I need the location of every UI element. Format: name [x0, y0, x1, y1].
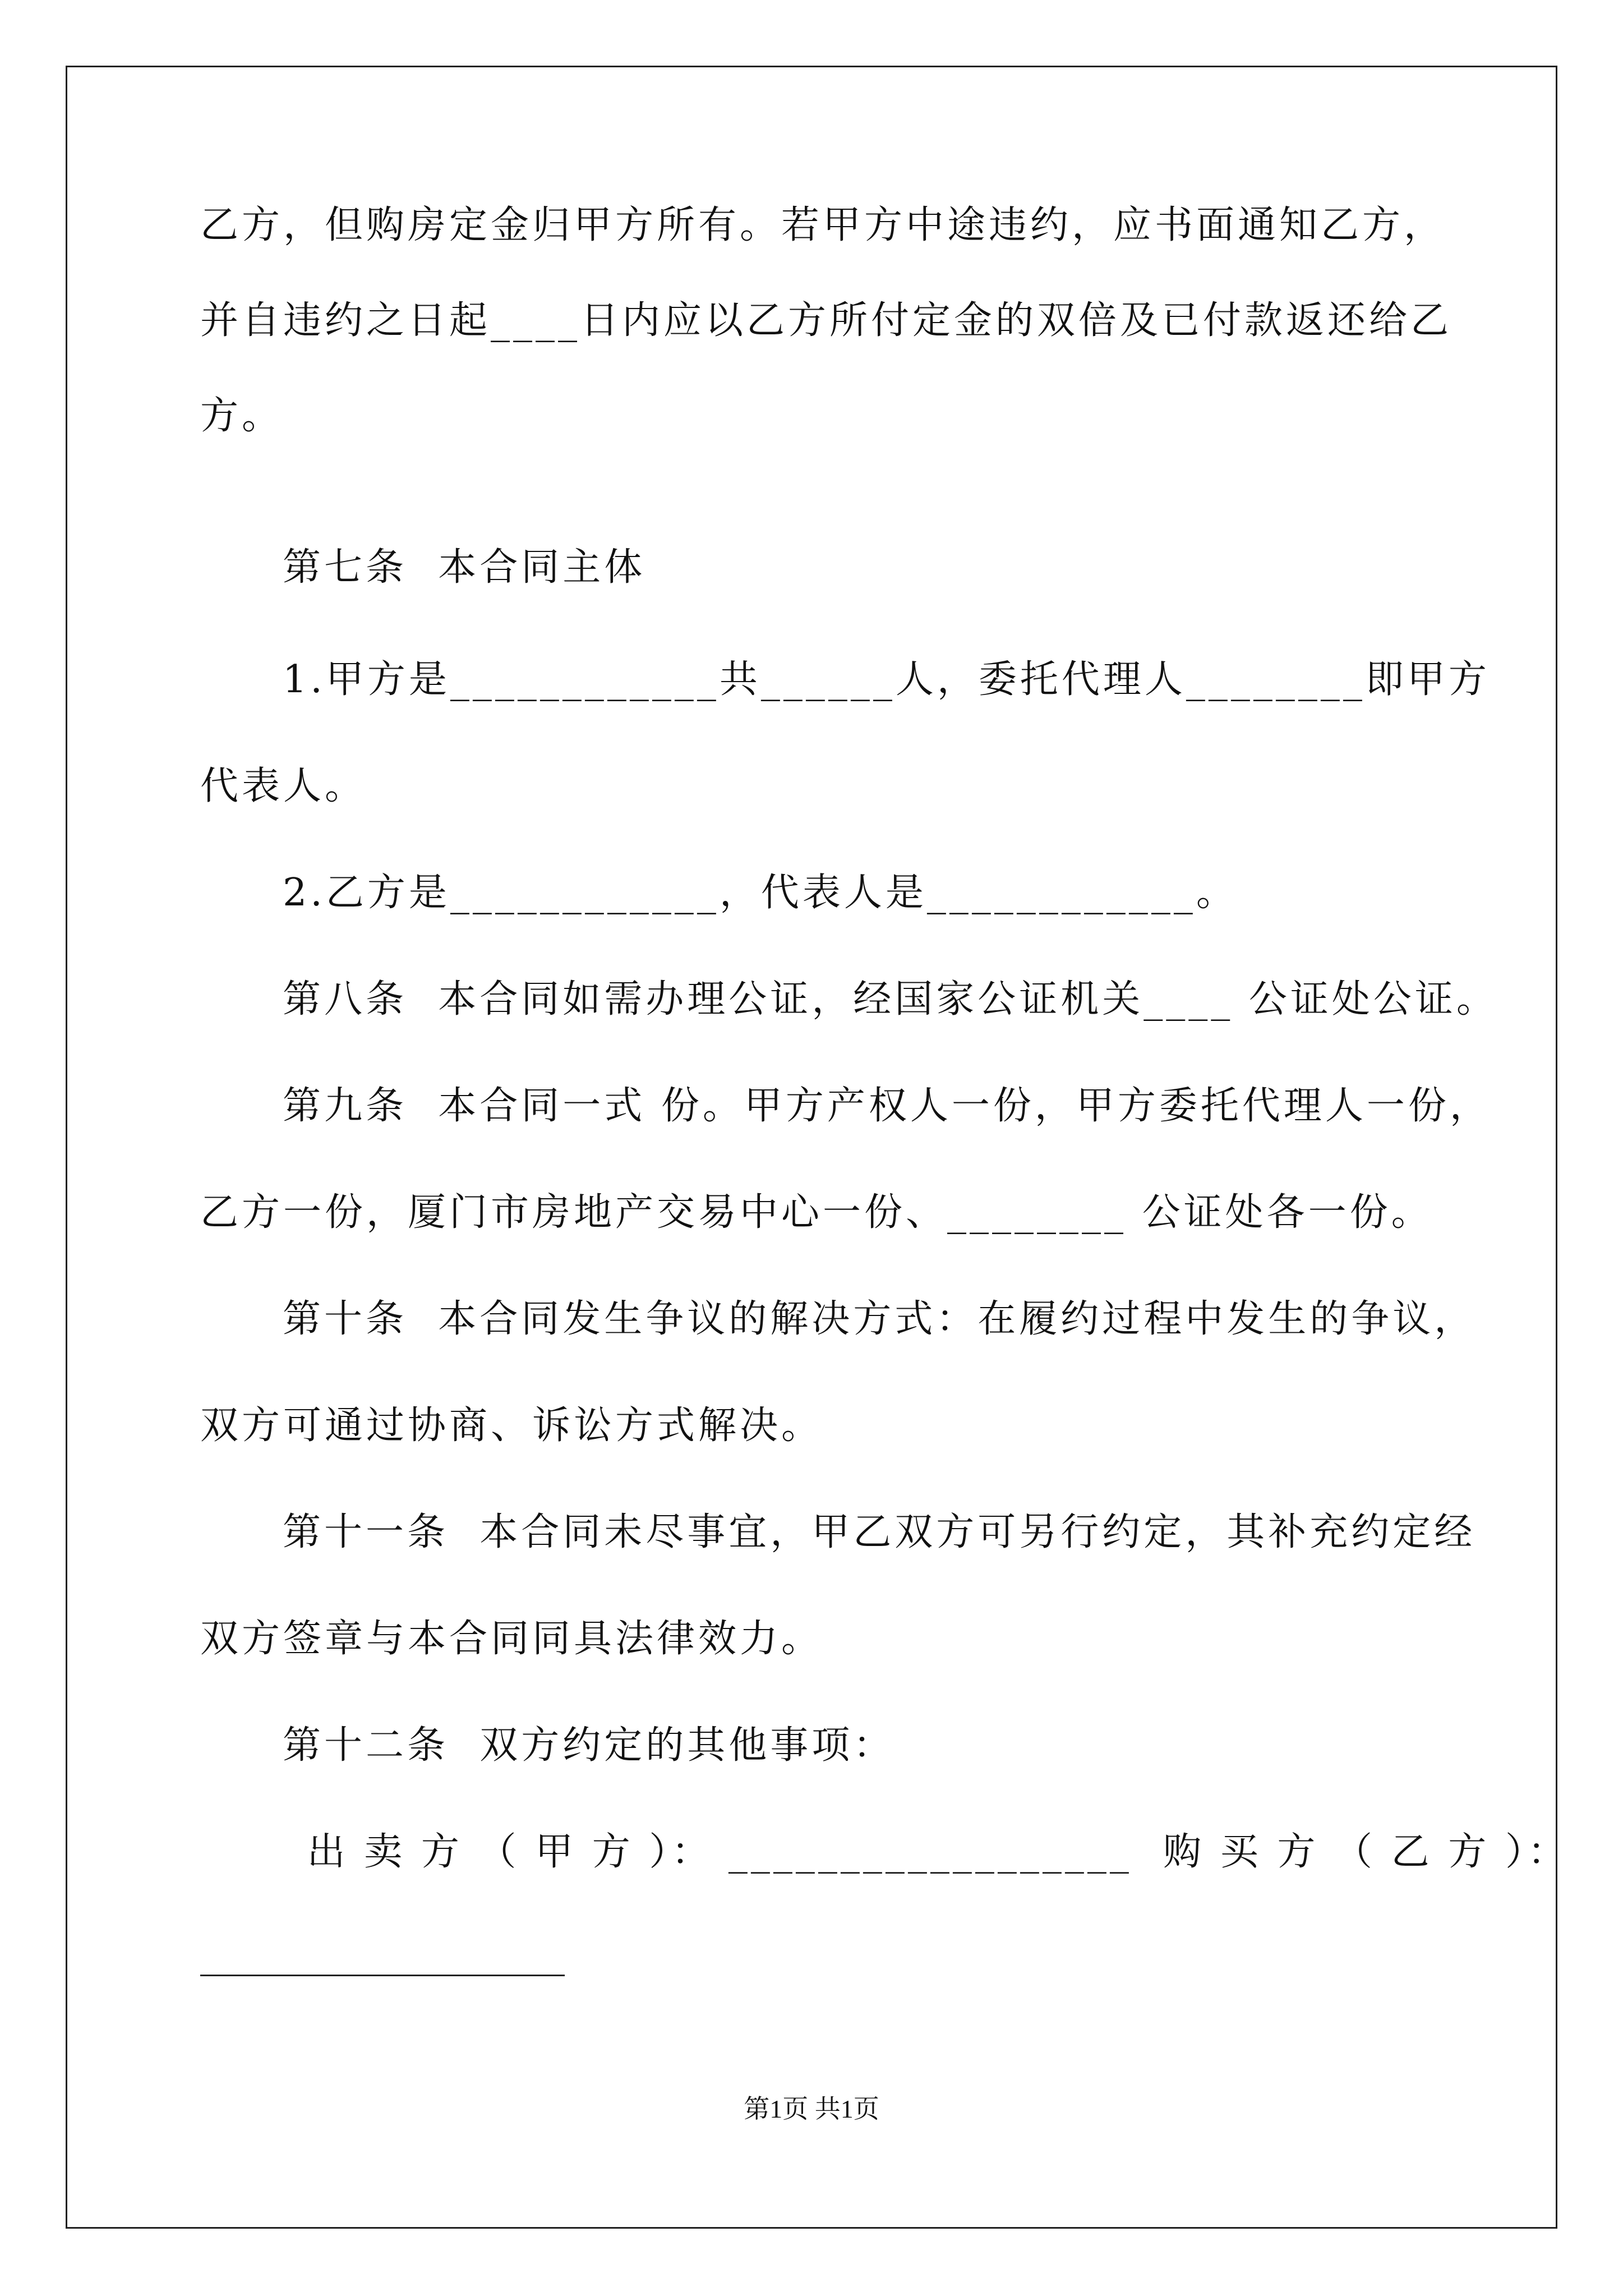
- buyer-signature-blank: [200, 1975, 565, 1976]
- contract-text-line: 并自违约之日起____日内应以乙方所付定金的双倍及已付款返还给乙: [200, 298, 1453, 343]
- page-border: [66, 66, 1557, 2229]
- contract-text-line: 乙方，但购房定金归甲方所有。若甲方中途违约，应书面通知乙方，: [200, 203, 1446, 247]
- contract-text-line: 双方签章与本合同同具法律效力。: [200, 1617, 823, 1661]
- party-a-clause: 1.甲方是____________共______人，委托代理人________即甲方: [283, 657, 1490, 702]
- contract-text-line: 双方可通过协商、诉讼方式解决。: [200, 1404, 823, 1448]
- contract-text-line: 代表人。: [200, 764, 367, 808]
- article-9: 第九条 本合同一式 份。甲方产权人一份，甲方委托代理人一份，: [283, 1084, 1491, 1128]
- article-10: 第十条 本合同发生争议的解决方式：在履约过程中发生的争议，: [283, 1297, 1476, 1341]
- article-7-heading: 第七条 本合同主体: [283, 545, 646, 590]
- page-number-footer: 第1页 共1页: [744, 2095, 879, 2123]
- signature-line-parties: 出 卖 方 （ 甲 方 ）： __________________ 购 买 方 （ 乙 方 ）：: [292, 1830, 1569, 1874]
- article-8: 第八条 本合同如需办理公证，经国家公证机关____ 公证处公证。: [283, 977, 1498, 1022]
- contract-text-line: 乙方一份，厦门市房地产交易中心一份、________ 公证处各一份。: [200, 1190, 1433, 1235]
- contract-text-line: 方。: [200, 394, 284, 438]
- party-b-clause: 2.乙方是____________，代表人是____________。: [283, 871, 1238, 915]
- article-12: 第十二条 双方约定的其他事项：: [283, 1723, 895, 1768]
- article-11: 第十一条 本合同未尽事宜，甲乙双方可另行约定，其补充约定经: [283, 1510, 1476, 1554]
